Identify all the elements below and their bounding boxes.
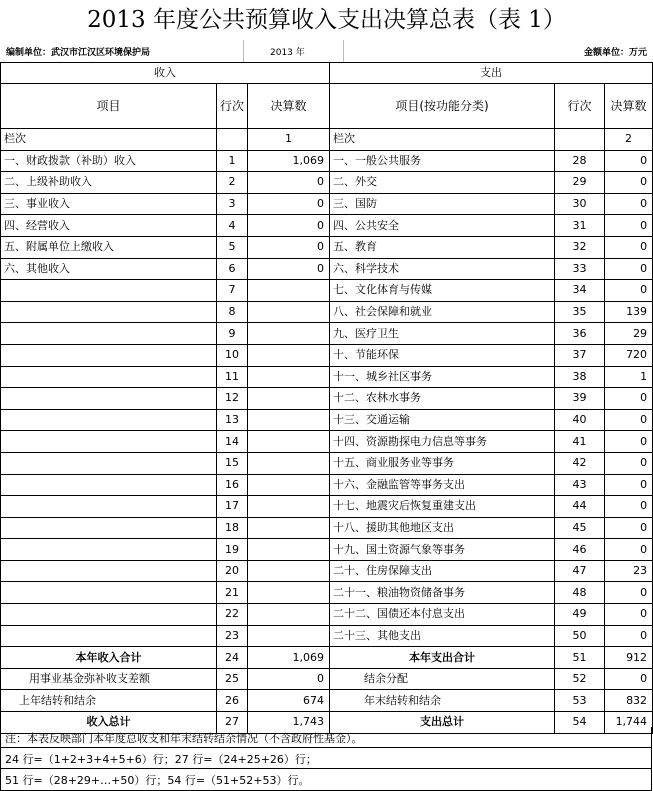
table-row bbox=[1, 539, 653, 561]
income-value bbox=[248, 344, 330, 366]
colnum-expense: 2 bbox=[605, 129, 653, 151]
expense-value: 0 bbox=[605, 215, 653, 237]
expense-line-no: 54 bbox=[555, 712, 605, 734]
income-value: 0 bbox=[248, 215, 330, 237]
amount-unit: 金额单位：万元 bbox=[583, 48, 647, 58]
table-row bbox=[1, 496, 653, 518]
expense-line-no: 47 bbox=[555, 560, 605, 582]
income-value bbox=[248, 604, 330, 626]
expense-line-no: 33 bbox=[555, 258, 605, 280]
income-value bbox=[248, 539, 330, 561]
table-row bbox=[1, 236, 653, 258]
expense-value: 0 bbox=[605, 452, 653, 474]
income-item bbox=[1, 474, 217, 496]
income-line-no: 14 bbox=[217, 431, 248, 453]
income-value: 0 bbox=[248, 258, 330, 280]
expense-value: 0 bbox=[605, 517, 653, 539]
income-total-item: 用事业基金弥补收支差额 bbox=[1, 668, 217, 690]
table-row bbox=[1, 215, 653, 237]
table-row bbox=[1, 560, 653, 582]
income-line-no: 19 bbox=[217, 539, 248, 561]
table-row bbox=[1, 409, 653, 431]
income-value bbox=[248, 431, 330, 453]
expense-line-no: 28 bbox=[555, 150, 605, 172]
report-meta bbox=[0, 40, 653, 62]
income-value bbox=[248, 517, 330, 539]
expense-item: 十六、金融监管等事务支出 bbox=[330, 474, 555, 496]
income-line-no: 16 bbox=[217, 474, 248, 496]
income-line-no: 1 bbox=[217, 150, 248, 172]
table-row bbox=[1, 366, 653, 388]
income-total-value: 674 bbox=[248, 690, 330, 712]
expense-value: 0 bbox=[605, 625, 653, 647]
income-item: 一、财政拨款（补助）收入 bbox=[1, 150, 217, 172]
report-year: 2013 年 bbox=[270, 48, 305, 58]
income-line-no: 9 bbox=[217, 323, 248, 345]
expense-item: 五、教育 bbox=[330, 236, 555, 258]
expense-value: 0 bbox=[605, 172, 653, 194]
expense-item: 十、节能环保 bbox=[330, 344, 555, 366]
expense-item: 四、公共安全 bbox=[330, 215, 555, 237]
income-item-header: 项目 bbox=[1, 84, 217, 129]
income-item: 三、事业收入 bbox=[1, 193, 217, 215]
expense-line-no: 35 bbox=[555, 301, 605, 323]
income-item bbox=[1, 409, 217, 431]
income-item bbox=[1, 604, 217, 626]
table-row bbox=[1, 388, 653, 410]
income-line-no: 18 bbox=[217, 517, 248, 539]
expense-line-no: 30 bbox=[555, 193, 605, 215]
table-row bbox=[1, 150, 653, 172]
income-item: 五、附属单位上缴收入 bbox=[1, 236, 217, 258]
expense-value-header: 决算数 bbox=[605, 84, 653, 129]
expense-value: 0 bbox=[605, 258, 653, 280]
income-value bbox=[248, 301, 330, 323]
income-line-no: 6 bbox=[217, 258, 248, 280]
income-line-no: 11 bbox=[217, 366, 248, 388]
note-line: 注：本表反映部门本年度总收支和年末结转结余情况（不含政府性基金）。 bbox=[5, 732, 363, 745]
expense-line-no: 44 bbox=[555, 496, 605, 518]
income-line-no: 22 bbox=[217, 604, 248, 626]
income-value bbox=[248, 388, 330, 410]
expense-line-no: 36 bbox=[555, 323, 605, 345]
income-total-value: 1,069 bbox=[248, 647, 330, 669]
note-line: 51 行=（28+29+…+50）行；54 行=（51+52+53）行。 bbox=[5, 774, 310, 787]
table-row bbox=[1, 604, 653, 626]
income-item bbox=[1, 517, 217, 539]
income-line-no: 20 bbox=[217, 560, 248, 582]
table-row bbox=[1, 431, 653, 453]
income-item bbox=[1, 452, 217, 474]
expense-line-no: 51 bbox=[555, 647, 605, 669]
expense-line-no: 37 bbox=[555, 344, 605, 366]
income-total-value: 0 bbox=[248, 668, 330, 690]
income-total-value: 1,743 bbox=[248, 712, 330, 734]
expense-item: 二、外交 bbox=[330, 172, 555, 194]
income-line-no: 24 bbox=[217, 647, 248, 669]
table-row bbox=[1, 258, 653, 280]
expense-line-no: 38 bbox=[555, 366, 605, 388]
expense-line-no: 31 bbox=[555, 215, 605, 237]
expense-line-no: 46 bbox=[555, 539, 605, 561]
table-row bbox=[1, 323, 653, 345]
income-item: 四、经营收入 bbox=[1, 215, 217, 237]
expense-line-no: 41 bbox=[555, 431, 605, 453]
budget-table bbox=[0, 62, 653, 734]
income-value bbox=[248, 474, 330, 496]
expense-item-header: 项目(按功能分类) bbox=[330, 84, 555, 129]
expense-value: 0 bbox=[605, 431, 653, 453]
table-row bbox=[1, 172, 653, 194]
expense-value: 0 bbox=[605, 604, 653, 626]
income-line-no: 17 bbox=[217, 496, 248, 518]
income-line-no: 8 bbox=[217, 301, 248, 323]
expense-item: 十三、交通运输 bbox=[330, 409, 555, 431]
expense-value: 0 bbox=[605, 388, 653, 410]
income-value bbox=[248, 409, 330, 431]
expense-item: 二十、住房保障支出 bbox=[330, 560, 555, 582]
income-item bbox=[1, 366, 217, 388]
income-value: 1,069 bbox=[248, 150, 330, 172]
report-title: 2013 年度公共预算收入支出决算总表（表 1） bbox=[87, 7, 566, 33]
income-total-item: 本年收入合计 bbox=[1, 647, 217, 669]
colnum-label: 栏次 bbox=[1, 129, 217, 151]
expense-total-value: 832 bbox=[605, 690, 653, 712]
notes-block bbox=[0, 727, 652, 791]
expense-item: 十二、农林水事务 bbox=[330, 388, 555, 410]
expense-line-no: 52 bbox=[555, 668, 605, 690]
income-line-no: 12 bbox=[217, 388, 248, 410]
table-row bbox=[1, 474, 653, 496]
expense-item: 十八、援助其他地区支出 bbox=[330, 517, 555, 539]
income-line-no: 3 bbox=[217, 193, 248, 215]
column-header-row bbox=[1, 84, 653, 129]
expense-value: 0 bbox=[605, 193, 653, 215]
compiling-unit: 编制单位：武汉市江汉区环境保护局 bbox=[6, 48, 151, 58]
income-item bbox=[1, 323, 217, 345]
expense-item: 十九、国土资源气象等事务 bbox=[330, 539, 555, 561]
table-row bbox=[1, 301, 653, 323]
total-row bbox=[1, 690, 653, 712]
expense-total-value: 1,744 bbox=[605, 712, 653, 734]
expense-item: 二十二、国债还本付息支出 bbox=[330, 604, 555, 626]
income-value bbox=[248, 452, 330, 474]
income-line-no: 7 bbox=[217, 280, 248, 302]
total-row bbox=[1, 647, 653, 669]
income-value bbox=[248, 366, 330, 388]
expense-item: 七、文化体育与传媒 bbox=[330, 280, 555, 302]
income-line-no: 2 bbox=[217, 172, 248, 194]
income-item bbox=[1, 625, 217, 647]
income-value bbox=[248, 496, 330, 518]
expense-item: 二十一、粮油物资储备事务 bbox=[330, 582, 555, 604]
expense-value: 1 bbox=[605, 366, 653, 388]
income-total-item: 收入总计 bbox=[1, 712, 217, 734]
income-item: 二、上级补助收入 bbox=[1, 172, 217, 194]
expense-item: 一、一般公共服务 bbox=[330, 150, 555, 172]
income-line-no: 25 bbox=[217, 668, 248, 690]
income-line-no: 10 bbox=[217, 344, 248, 366]
expense-item: 三、国防 bbox=[330, 193, 555, 215]
income-line-no: 26 bbox=[217, 690, 248, 712]
expense-value: 0 bbox=[605, 236, 653, 258]
expense-value: 0 bbox=[605, 539, 653, 561]
expense-total-value: 912 bbox=[605, 647, 653, 669]
income-value: 0 bbox=[248, 236, 330, 258]
table-row bbox=[1, 625, 653, 647]
table-row bbox=[1, 193, 653, 215]
expense-line-no: 34 bbox=[555, 280, 605, 302]
expense-value: 720 bbox=[605, 344, 653, 366]
expense-line-no: 49 bbox=[555, 604, 605, 626]
expense-value: 23 bbox=[605, 560, 653, 582]
income-value bbox=[248, 280, 330, 302]
income-item bbox=[1, 582, 217, 604]
expense-value: 0 bbox=[605, 582, 653, 604]
table-row bbox=[1, 452, 653, 474]
section-header-row bbox=[1, 63, 653, 84]
expense-item: 九、医疗卫生 bbox=[330, 323, 555, 345]
expense-item: 十五、商业服务业等事务 bbox=[330, 452, 555, 474]
income-line-no: 23 bbox=[217, 625, 248, 647]
expense-value: 0 bbox=[605, 280, 653, 302]
income-section-label: 收入 bbox=[1, 63, 330, 84]
income-value bbox=[248, 560, 330, 582]
income-line-no: 27 bbox=[217, 712, 248, 734]
expense-total-item: 结余分配 bbox=[330, 668, 555, 690]
income-total-item: 上年结转和结余 bbox=[1, 690, 217, 712]
income-value: 0 bbox=[248, 172, 330, 194]
table-row bbox=[1, 280, 653, 302]
expense-total-item: 本年支出合计 bbox=[330, 647, 555, 669]
income-line-no: 21 bbox=[217, 582, 248, 604]
expense-line-no: 50 bbox=[555, 625, 605, 647]
expense-line-no: 39 bbox=[555, 388, 605, 410]
expense-line-no: 48 bbox=[555, 582, 605, 604]
income-value bbox=[248, 625, 330, 647]
income-value: 0 bbox=[248, 193, 330, 215]
expense-line-header: 行次 bbox=[555, 84, 605, 129]
income-item bbox=[1, 496, 217, 518]
expense-value: 0 bbox=[605, 496, 653, 518]
expense-line-no: 45 bbox=[555, 517, 605, 539]
expense-item: 十一、城乡社区事务 bbox=[330, 366, 555, 388]
colnum-income: 1 bbox=[248, 129, 330, 151]
colnum-label-expense: 栏次 bbox=[330, 129, 555, 151]
income-value-header: 决算数 bbox=[248, 84, 330, 129]
income-item bbox=[1, 539, 217, 561]
expense-value: 139 bbox=[605, 301, 653, 323]
income-item bbox=[1, 301, 217, 323]
income-line-no: 15 bbox=[217, 452, 248, 474]
expense-item: 十七、地震灾后恢复重建支出 bbox=[330, 496, 555, 518]
expense-line-no: 32 bbox=[555, 236, 605, 258]
table-row bbox=[1, 582, 653, 604]
expense-value: 0 bbox=[605, 474, 653, 496]
expense-value: 0 bbox=[605, 150, 653, 172]
expense-section-label: 支出 bbox=[330, 63, 653, 84]
expense-total-item: 支出总计 bbox=[330, 712, 555, 734]
expense-value: 0 bbox=[605, 409, 653, 431]
income-line-no: 4 bbox=[217, 215, 248, 237]
expense-item: 八、社会保障和就业 bbox=[330, 301, 555, 323]
expense-item: 六、科学技术 bbox=[330, 258, 555, 280]
income-item bbox=[1, 344, 217, 366]
table-row bbox=[1, 517, 653, 539]
expense-line-no: 42 bbox=[555, 452, 605, 474]
expense-line-no: 40 bbox=[555, 409, 605, 431]
column-number-row bbox=[1, 129, 653, 151]
expense-line-no: 53 bbox=[555, 690, 605, 712]
income-item bbox=[1, 388, 217, 410]
income-value bbox=[248, 582, 330, 604]
expense-line-no: 43 bbox=[555, 474, 605, 496]
table-row bbox=[1, 344, 653, 366]
income-item: 六、其他收入 bbox=[1, 258, 217, 280]
income-item bbox=[1, 431, 217, 453]
income-line-header: 行次 bbox=[217, 84, 248, 129]
note-line: 24 行=（1+2+3+4+5+6）行；27 行=（24+25+26）行； bbox=[5, 753, 317, 766]
income-line-no: 5 bbox=[217, 236, 248, 258]
expense-total-item: 年末结转和结余 bbox=[330, 690, 555, 712]
income-line-no: 13 bbox=[217, 409, 248, 431]
expense-total-value: 0 bbox=[605, 668, 653, 690]
income-item bbox=[1, 560, 217, 582]
income-value bbox=[248, 323, 330, 345]
expense-value: 29 bbox=[605, 323, 653, 345]
expense-item: 二十三、其他支出 bbox=[330, 625, 555, 647]
income-item bbox=[1, 280, 217, 302]
total-row bbox=[1, 668, 653, 690]
expense-line-no: 29 bbox=[555, 172, 605, 194]
expense-item: 十四、资源勘探电力信息等事务 bbox=[330, 431, 555, 453]
